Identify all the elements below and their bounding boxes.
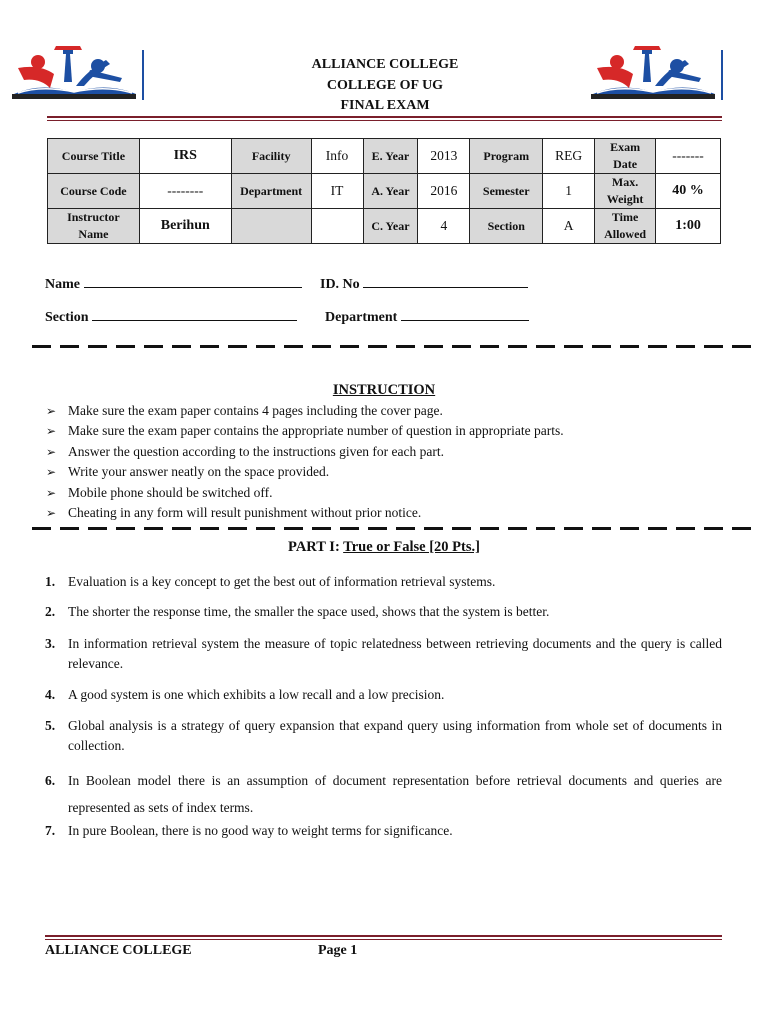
section-label: Section [470, 209, 543, 244]
facility-value: Info [311, 139, 363, 174]
list-item: ➢ Make sure the exam paper contains the appropriate number of question in appropriate parts. [46, 421, 564, 441]
dashed-separator [32, 527, 758, 530]
course-info-table [47, 138, 721, 244]
facility-label: Facility [231, 139, 311, 174]
question-text: In information retrieval system the measure of topic relatedness between retrieving documents and the query is called relevance. [68, 636, 722, 671]
part1-prefix: PART I: [288, 539, 340, 555]
e-year-value: 2013 [418, 139, 470, 174]
college-name: ALLIANCE COLLEGE [311, 57, 459, 72]
table-row [48, 139, 721, 174]
table-row [48, 174, 721, 209]
arrow-bullet-icon: ➢ [46, 444, 57, 459]
c-year-value: 4 [418, 209, 470, 244]
empty-cell [231, 209, 311, 244]
department-field[interactable] [325, 309, 529, 326]
arrow-bullet-icon: ➢ [46, 424, 57, 439]
max-weight-label: Max. Weight [595, 174, 656, 209]
question-item [45, 716, 722, 756]
program-value: REG [543, 139, 595, 174]
department-blank[interactable] [401, 309, 529, 321]
exam-header [230, 55, 540, 117]
question-text: Global analysis is a strategy of query expansion that expand query using information from whole set of documents in collection. [68, 718, 722, 753]
department-field-label: Department [325, 310, 398, 325]
name-blank[interactable] [84, 276, 302, 288]
time-allowed-label: Time Allowed [595, 209, 656, 244]
max-weight-value: 40 % [656, 174, 721, 209]
page-number: Page 1 [318, 943, 358, 958]
question-item [45, 821, 722, 841]
instructor-value: Berihun [139, 209, 231, 244]
arrow-bullet-icon: ➢ [46, 506, 57, 521]
college-logo-right [589, 42, 725, 102]
question-item [45, 634, 722, 674]
dashed-separator [32, 345, 758, 348]
arrow-bullet-icon: ➢ [46, 404, 57, 418]
c-year-label: C. Year [363, 209, 418, 244]
list-item: ➢ Cheating in any form will result punishment without prior notice. [46, 503, 564, 523]
section-value: A [543, 209, 595, 244]
semester-value: 1 [543, 174, 595, 209]
section-field[interactable] [45, 309, 297, 326]
question-text: Evaluation is a key concept to get the best out of information retrieval systems. [68, 574, 496, 589]
question-number: 6. [45, 773, 56, 788]
question-number: 5. [45, 718, 56, 733]
exam-date-value: ------- [656, 139, 721, 174]
course-title-label: Course Title [48, 139, 140, 174]
arrow-bullet-icon: ➢ [46, 465, 57, 480]
question-item [45, 685, 722, 705]
instruction-title: INSTRUCTION [332, 382, 436, 398]
part1-title: True or False [20 Pts.] [343, 539, 480, 555]
time-allowed-value: 1:00 [656, 209, 721, 244]
question-item [45, 572, 722, 592]
name-label: Name [45, 277, 80, 292]
question-number: 3. [45, 636, 56, 651]
id-blank[interactable] [363, 276, 528, 288]
arrow-bullet-icon: ➢ [46, 485, 57, 500]
name-field[interactable] [45, 276, 302, 293]
semester-label: Semester [470, 174, 543, 209]
program-label: Program [470, 139, 543, 174]
list-item: ➢ Make sure the exam paper contains 4 pages including the cover page. [46, 401, 564, 421]
exam-type: FINAL EXAM [340, 98, 430, 113]
header-rule [47, 116, 722, 121]
question-number: 2. [45, 604, 56, 619]
college-sub: COLLEGE OF UG [326, 77, 444, 93]
question-text: The shorter the response time, the smaller the space used, shows that the system is better. [68, 604, 550, 619]
a-year-value: 2016 [418, 174, 470, 209]
table-row [48, 209, 721, 244]
course-title-value: IRS [139, 139, 231, 174]
instructor-label: Instructor Name [48, 209, 140, 244]
a-year-label: A. Year [363, 174, 418, 209]
section-field-label: Section [45, 310, 89, 325]
exam-date-label: Exam Date [595, 139, 656, 174]
department-value: IT [311, 174, 363, 209]
question-number: 7. [45, 823, 56, 838]
id-field[interactable] [320, 276, 528, 293]
question-text: In pure Boolean, there is no good way to weight terms for significance. [68, 823, 453, 838]
course-code-value: -------- [139, 174, 231, 209]
question-item [45, 767, 722, 821]
department-label: Department [231, 174, 311, 209]
list-item: ➢ Answer the question according to the instructions given for each part. [46, 442, 564, 462]
question-number: 1. [45, 574, 56, 589]
e-year-label: E. Year [363, 139, 418, 174]
question-text: In Boolean model there is an assumption of document representation before retrieval documents and queries are represented as sets of index terms. [68, 773, 722, 815]
id-label: ID. No [320, 277, 360, 292]
course-code-label: Course Code [48, 174, 140, 209]
footer-college: ALLIANCE COLLEGE [45, 943, 192, 958]
empty-cell [311, 209, 363, 244]
question-number: 4. [45, 687, 56, 702]
list-item: ➢ Mobile phone should be switched off. [46, 483, 564, 503]
question-item [45, 602, 722, 622]
section-blank[interactable] [92, 309, 297, 321]
question-text: A good system is one which exhibits a low recall and a low precision. [68, 687, 445, 702]
part1-heading [0, 539, 768, 556]
footer-rule [45, 935, 722, 940]
college-logo-left [10, 42, 146, 102]
instruction-list [46, 401, 564, 523]
list-item: ➢ Write your answer neatly on the space provided. [46, 462, 564, 482]
